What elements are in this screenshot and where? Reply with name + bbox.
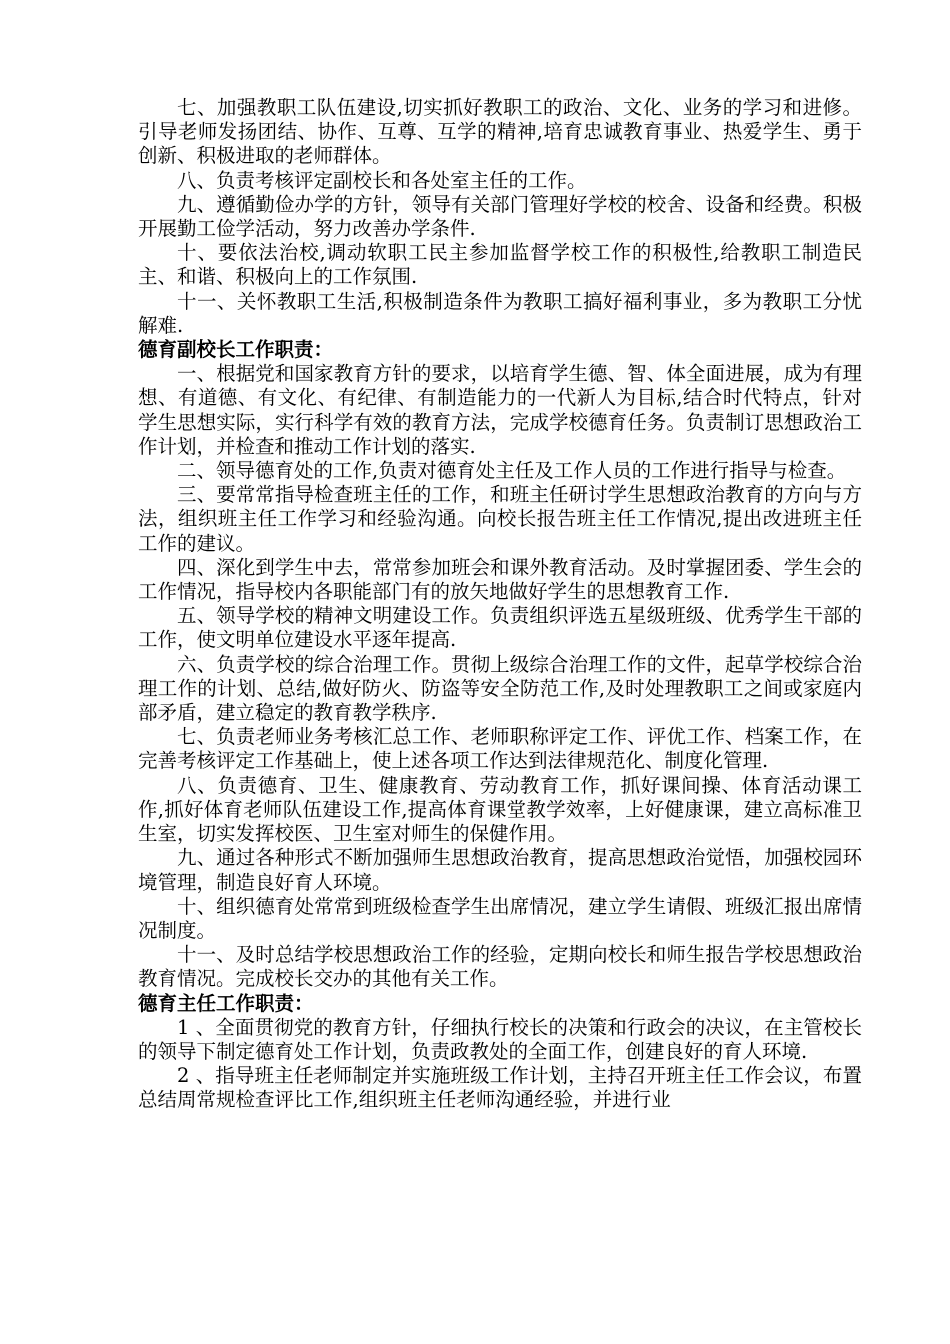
document-page [138, 96, 862, 1113]
duty-item-7: 七、加强教职工队伍建设,切实抓好教职工的政治、文化、业务的学习和进修。引导老师发扬团结、协作、互尊、互学的精神,培育忠诚教育事业、热爱学生、勇于创新、积极进取的老师群体。 [138, 96, 862, 168]
vice-principal-duty-10: 十、组织德育处常常到班级检查学生出席情况，建立学生请假、班级汇报出席情况制度。 [138, 894, 862, 942]
vice-principal-duty-6: 六、负责学校的综合治理工作。贯彻上级综合治理工作的文件，起草学校综合治理工作的计划、总结,做好防火、防盗等安全防范工作,及时处理教职工之间或家庭内部矛盾，建立稳定的教育教学秩序. [138, 652, 862, 725]
vice-principal-duty-9: 九、通过各种形式不断加强师生思想政治教育，提高思想政治觉悟，加强校园环境管理，制造良好育人环境。 [138, 846, 862, 894]
duty-item-11: 十一、关怀教职工生活,积极制造条件为教职工搞好福利事业，多为教职工分忧解难. [138, 289, 862, 337]
director-duty-2: 2 、指导班主任老师制定并实施班级工作计划，主持召开班主任工作会议，布置总结周常规检查评比工作,组织班主任老师沟通经验，并进行业 [138, 1064, 862, 1112]
section-heading-vice-principal: 德育副校长工作职责： [138, 338, 334, 362]
section-heading-director: 德育主任工作职责： [138, 991, 314, 1015]
duty-item-8: 八、负责考核评定副校长和各处室主任的工作。 [177, 168, 587, 192]
vice-principal-duty-3: 三、要常常指导检查班主任的工作，和班主任研讨学生思想政治教育的方向与方法，组织班主任工作学习和经验沟通。向校长报告班主任工作情况,提出改进班主任工作的建议。 [138, 483, 862, 555]
vice-principal-duty-7: 七、负责老师业务考核汇总工作、老师职称评定工作、评优工作、档案工作，在完善考核评定工作基础上，使上述各项工作达到法律规范化、制度化管理. [138, 725, 862, 773]
vice-principal-duty-4: 四、深化到学生中去，常常参加班会和课外教育活动。及时掌握团委、学生会的工作情况，指导校内各职能部门有的放矢地做好学生的思想教育工作. [138, 555, 862, 604]
vice-principal-duty-8: 八、负责德育、卫生、健康教育、劳动教育工作，抓好课间操、体育活动课工作,抓好体育老师队伍建设工作,提高体育课堂教学效率，上好健康课，建立高标准卫生室，切实发挥校医、卫生室对师生的保健作用。 [138, 773, 862, 846]
vice-principal-duty-2: 二、领导德育处的工作,负责对德育处主任及工作人员的工作进行指导与检查。 [177, 459, 847, 483]
vice-principal-duty-5: 五、领导学校的精神文明建设工作。负责组织评选五星级班级、优秀学生干部的工作，使文明单位建设水平逐年提高. [138, 604, 862, 652]
duty-item-9: 九、遵循勤俭办学的方针，领导有关部门管理好学校的校舍、设备和经费。积极开展勤工俭学活动，努力改善办学条件. [138, 192, 862, 241]
vice-principal-duty-1: 一、根据党和国家教育方针的要求，以培育学生德、智、体全面进展，成为有理想、有道德、有文化、有纪律、有制造能力的一代新人为目标,结合时代特点，针对学生思想实际，实行科学有效的教育方法，完成学校德育任务。负责制订思想政治工作计划，并检查和推动工作计划的落实. [138, 362, 862, 458]
duty-item-10: 十、要依法治校,调动软职工民主参加监督学校工作的积极性,给教职工制造民主、和谐、积极向上的工作氛围. [138, 241, 862, 289]
director-duty-1: 1 、全面贯彻党的教育方针，仔细执行校长的决策和行政会的决议，在主管校长的领导下制定德育处工作计划，负责政教处的全面工作，创建良好的育人环境. [138, 1015, 862, 1063]
vice-principal-duty-11: 十一、及时总结学校思想政治工作的经验，定期向校长和师生报告学校思想政治教育情况。完成校长交办的其他有关工作。 [138, 943, 862, 991]
